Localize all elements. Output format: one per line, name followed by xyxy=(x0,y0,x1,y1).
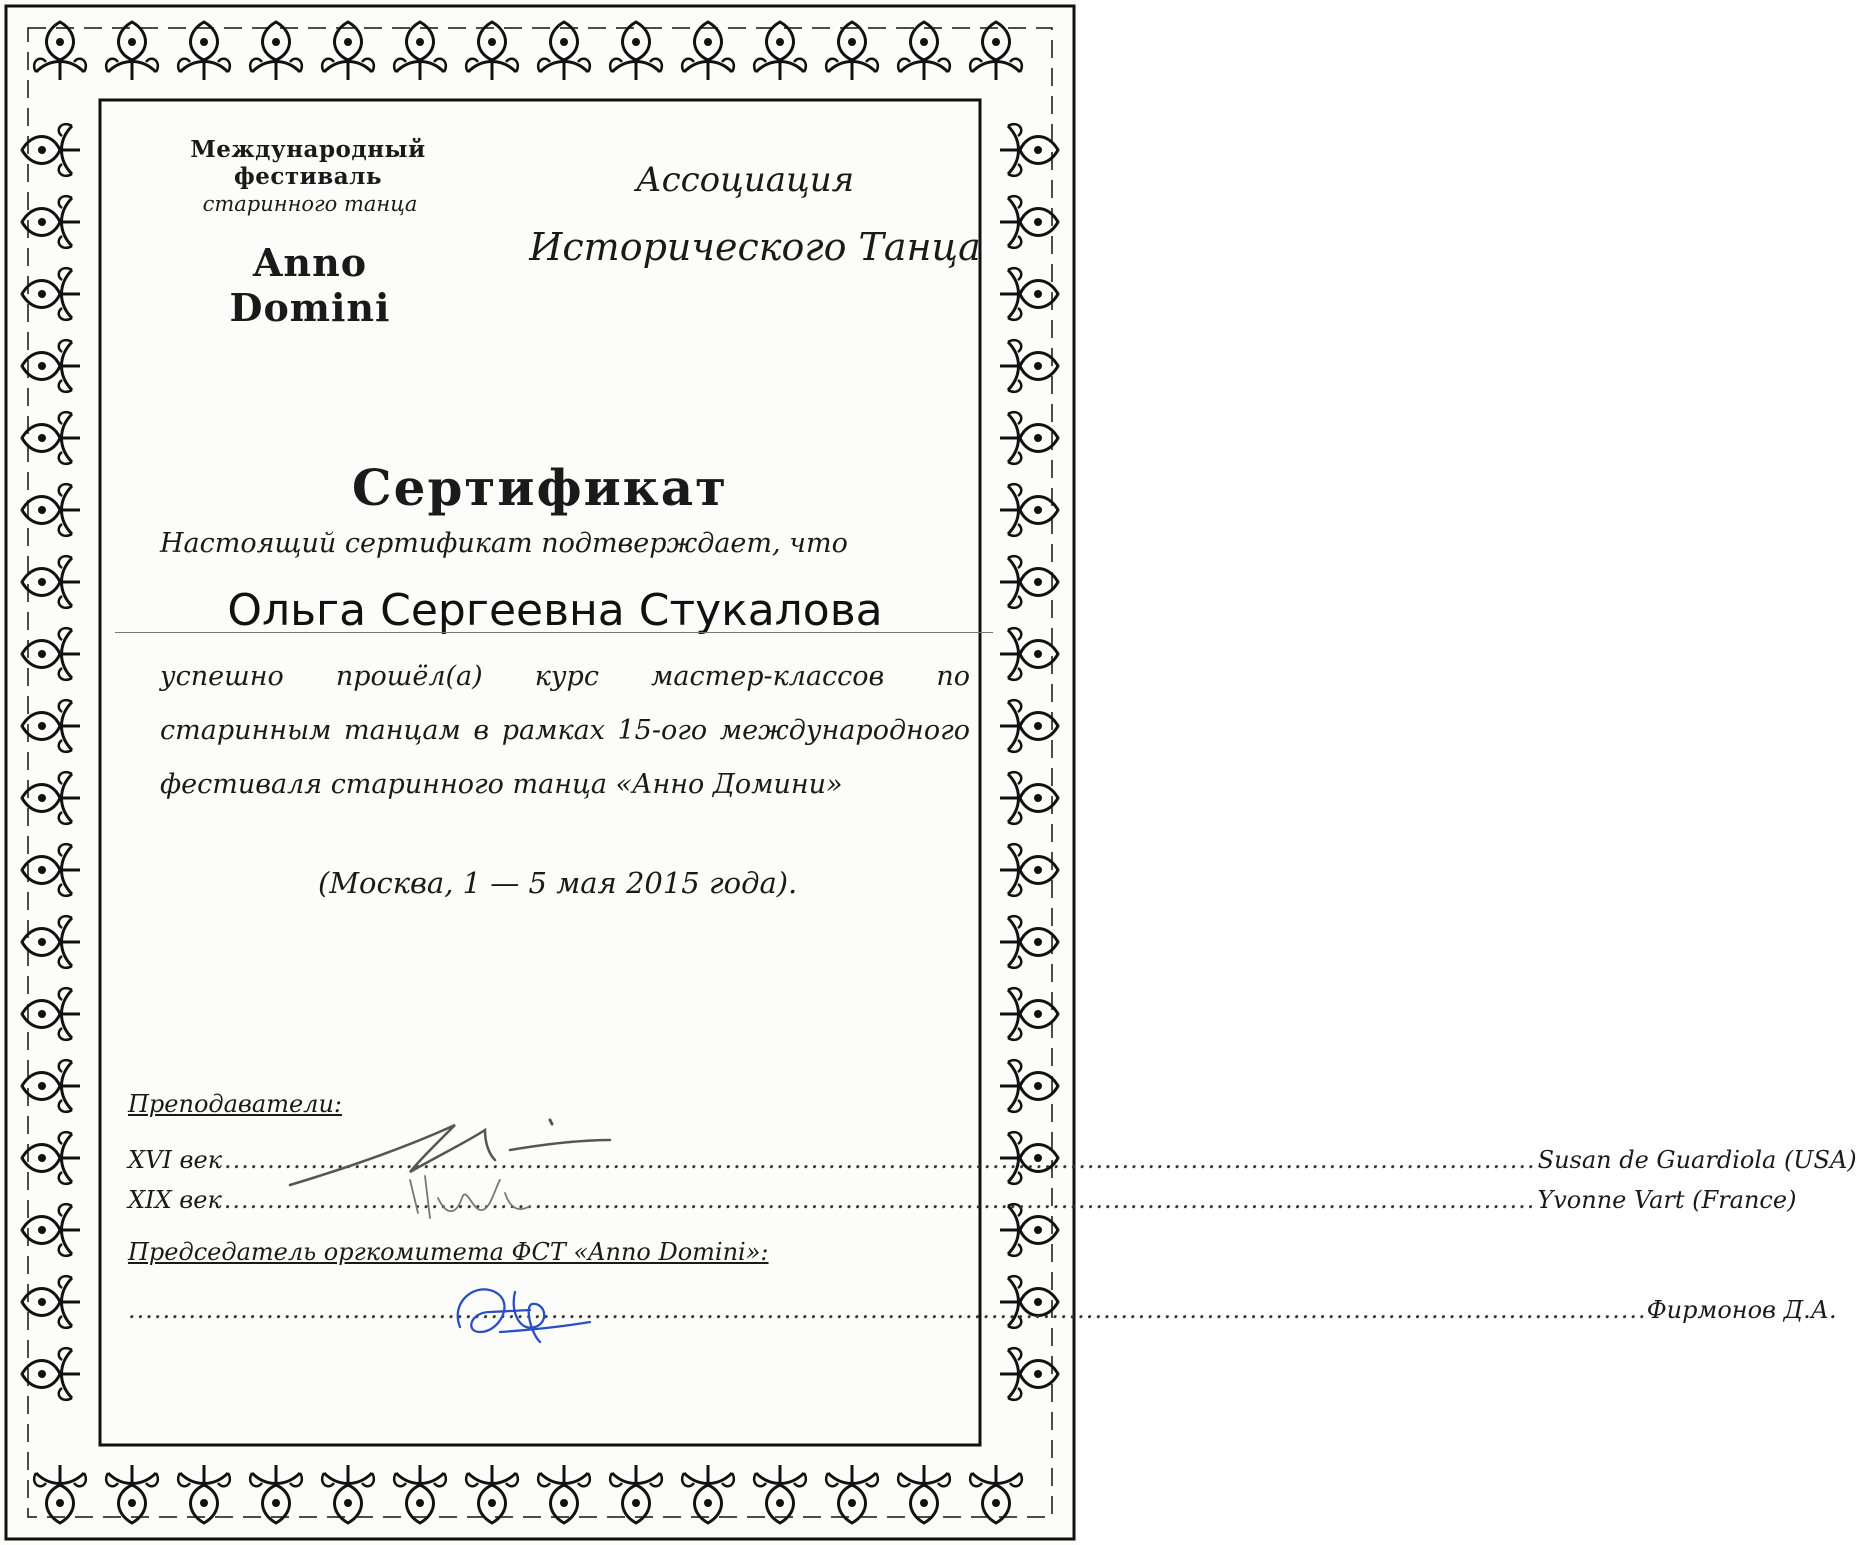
signature-teacher-2 xyxy=(400,1168,550,1228)
festival-title-line3: Anno Domini xyxy=(229,240,391,330)
association-title-line2: Исторического Танца xyxy=(529,225,981,269)
teachers-label: Преподаватели: xyxy=(128,1090,342,1118)
teacher-name: Susan de Guardiola (USA) xyxy=(1537,1146,1857,1174)
dot-leader: ........................................................................................................................................................ xyxy=(223,1186,1536,1214)
certificate-body-text: успешно прошёл(а) курс мастер-классов по старинным танцам в рамках 15-ого международного фестиваля старинного танца «Анно Домини» xyxy=(160,661,970,800)
teacher-period: XIX век xyxy=(128,1186,222,1214)
dot-leader: ........................................................................................................................................................ xyxy=(224,1146,1536,1174)
place-date: (Москва, 1 — 5 мая 2015 года). xyxy=(318,866,798,900)
festival-title-line1: Международный фестиваль xyxy=(190,136,426,190)
teacher-period: XVI век xyxy=(128,1146,223,1174)
chair-name: Фирмонов Д.А. xyxy=(1646,1296,1837,1324)
recipient-name: Ольга Сергеевна Стукалова xyxy=(227,585,883,636)
festival-title-line2: старинного танца xyxy=(202,192,418,216)
association-title-line1: Ассоциация xyxy=(635,160,855,200)
signature-chair xyxy=(440,1272,600,1352)
dot-leader: ................................................................................................................................................................................ xyxy=(128,1296,1647,1324)
recipient-underline xyxy=(115,632,993,633)
certificate-title: Сертификат xyxy=(351,458,729,517)
chair-label: Председатель оргкомитета ФСТ «Anno Domini»: xyxy=(128,1238,769,1266)
confirm-text: Настоящий сертификат подтверждает, что xyxy=(160,528,848,559)
teacher-name: Yvonne Vart (France) xyxy=(1537,1186,1797,1214)
